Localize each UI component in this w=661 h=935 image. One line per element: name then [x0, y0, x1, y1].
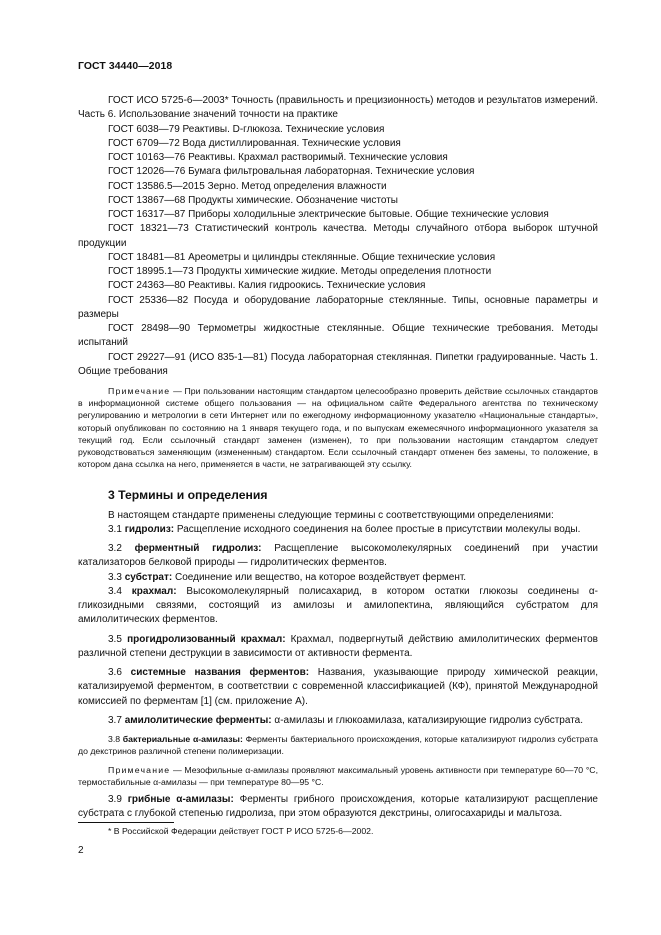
section-intro: В настоящем стандарте применены следующие термины с соответствующими определениями: [108, 509, 554, 521]
note-text: — При пользовании настоящим стандартом целесообразно проверить действие ссылочных стандартов в информационной системе общего пользования — на официальном сайте Федерального агентства по техническому регулированию и метрологии в сети Интернет или по ежегодному информационному указателю «Национальные стандарты», который опубликован по состоянию на 1 января текущего года, и по выпускам ежемесячного информационного указателя за текущий год. Если ссылочный стандарт заменен (изменен), то при пользовании настоящим стандартом следует руководствоваться заменяющим (измененным) стандартом. Если ссылочный стандарт отменен без замены, то положение, в котором дана ссылка на него, применяется в части, не затрагивающей эту ссылку. [78, 386, 598, 470]
reference-item: ГОСТ 10163—76 Реактивы. Крахмал растворимый. Технические условия [108, 152, 448, 163]
reference-item: ГОСТ 18995.1—73 Продукты химические жидкие. Методы определения плотности [108, 266, 492, 277]
term-text: Ферменты грибного происхождения, которые катализируют расщепление субстрата с глубокой степенью гидролиза, при этом образуются декстрины, олигосахариды и мальтоза. [78, 793, 598, 820]
reference-item: ГОСТ 13586.5—2015 Зерно. Метод определения влажности [108, 180, 387, 192]
term-definition [78, 585, 598, 628]
term-number: 3.4 [108, 585, 132, 597]
note-references [78, 385, 598, 470]
term-name: прогидролизованный крахмал: [127, 633, 286, 645]
term-text: Ферменты бактериального происхождения, которые катализируют гидролиз субстрата до декстринов различной степени полимеризации. [78, 734, 598, 757]
document-body [78, 94, 598, 821]
term-number: 3.5 [108, 633, 128, 645]
term-name: субстрат: [124, 571, 173, 583]
term-name: ферментный гидролиз: [134, 543, 262, 555]
term-name: грибные α-амилазы: [127, 793, 234, 805]
term-text: α-амилазы и глюкоамилаза, катализирующие гидролиз субстрата. [271, 714, 584, 726]
term-name: амилолитические ферменты: [124, 714, 272, 726]
term-text: Крахмал, подвергнутый действию амилолитических ферментов различной степени деструкции в зависимости от активности фермента. [78, 633, 598, 659]
reference-item: ГОСТ 29227—91 (ИСО 835-1—81) Посуда лабораторная стеклянная. Пипетки градуированные. Часть 1. Общие требования [78, 351, 598, 377]
term-name: бактериальные α-амилазы: [122, 734, 243, 745]
reference-item: ГОСТ 28498—90 Термометры жидкостные стеклянные. Общие технические требования. Методы испытаний [78, 323, 598, 349]
term-text: Расщепление высокомолекулярных соединений при участии катализаторов белковой природы — гидролитических ферментов. [78, 543, 599, 569]
reference-item: ГОСТ 6038—79 Реактивы. D-глюкоза. Технические условия [108, 123, 385, 135]
reference-item: ГОСТ 24363—80 Реактивы. Калия гидроокись. Технические условия [108, 280, 426, 292]
term-definition [78, 793, 598, 822]
term-number: 3.7 [108, 714, 125, 726]
reference-item: ГОСТ ИСО 5725-6—2003* Точность (правильность и прецизионность) методов и результатов измерений. Часть 6. Использование значений точности на практике [78, 95, 598, 121]
note-label: Примечание [108, 386, 171, 396]
term-text: Расщепление исходного соединения на более простые в присутствии молекулы воды. [174, 523, 581, 535]
term-name: крахмал: [131, 585, 177, 597]
term-text: Соединение или вещество, на которое воздействует фермент. [172, 571, 467, 583]
term-number: 3.3 [108, 571, 125, 583]
reference-item: ГОСТ 18321—73 Статистический контроль качества. Методы случайного отбора выборок штучной продукции [78, 223, 598, 249]
reference-item: ГОСТ 18481—81 Ареометры и цилиндры стеклянные. Общие технические условия [108, 251, 496, 263]
page-number: 2 [78, 845, 84, 856]
note-mesophilic [78, 764, 598, 788]
term-number: 3.9 [108, 793, 128, 805]
note-label: Примечание [108, 764, 171, 775]
term-number: 3.6 [108, 667, 131, 679]
reference-item: ГОСТ 16317—87 Приборы холодильные электрические бытовые. Общие технические условия [108, 209, 549, 220]
term-text: Высокомолекулярный полисахарид, в котором остатки глюкозы соединены α-гликозидными связями, состоящий из амилозы и амилопектина, являющийся субстратом для амилолитических ферментов. [78, 585, 599, 626]
term-definition [78, 633, 598, 662]
term-name: гидролиз: [124, 523, 175, 535]
reference-item: ГОСТ 25336—82 Посуда и оборудование лабораторные стеклянные. Типы, основные параметры и размеры [78, 294, 598, 320]
document-header: ГОСТ 34440—2018 [78, 61, 173, 72]
footnote-divider [78, 822, 174, 823]
section-heading: 3 Термины и определения [108, 488, 268, 503]
term-number: 3.8 [108, 734, 123, 745]
term-definition [78, 523, 598, 537]
note-text: — Мезофильные α-амилазы проявляют максимальный уровень активности при температуре 60—70 °С, термостабильные α-амилазы — при температуре 80—95 °С. [78, 764, 598, 787]
term-number: 3.1 [108, 523, 125, 535]
reference-item: ГОСТ 12026—76 Бумага фильтровальная лабораторная. Технические условия [108, 166, 475, 178]
footnote: * В Российской Федерации действует ГОСТ Р ИСО 5725-6—2002. [108, 826, 374, 836]
term-text: Названия, указывающие природу химической реакции, катализируемой ферментом, в соответствии с современной классификацией (КФ), принятой Международной комиссией по ферментам [1] (см. приложение А). [78, 667, 599, 707]
reference-item: ГОСТ 13867—68 Продукты химические. Обозначение чистоты [108, 194, 398, 206]
reference-item: ГОСТ 6709—72 Вода дистиллированная. Технические условия [108, 137, 401, 149]
term-definition [78, 733, 598, 757]
term-name: системные названия ферментов: [130, 667, 310, 679]
term-number: 3.2 [108, 543, 135, 555]
term-definition [78, 714, 598, 728]
term-definition [78, 571, 598, 585]
term-definition [78, 542, 598, 571]
term-definition [78, 666, 598, 709]
